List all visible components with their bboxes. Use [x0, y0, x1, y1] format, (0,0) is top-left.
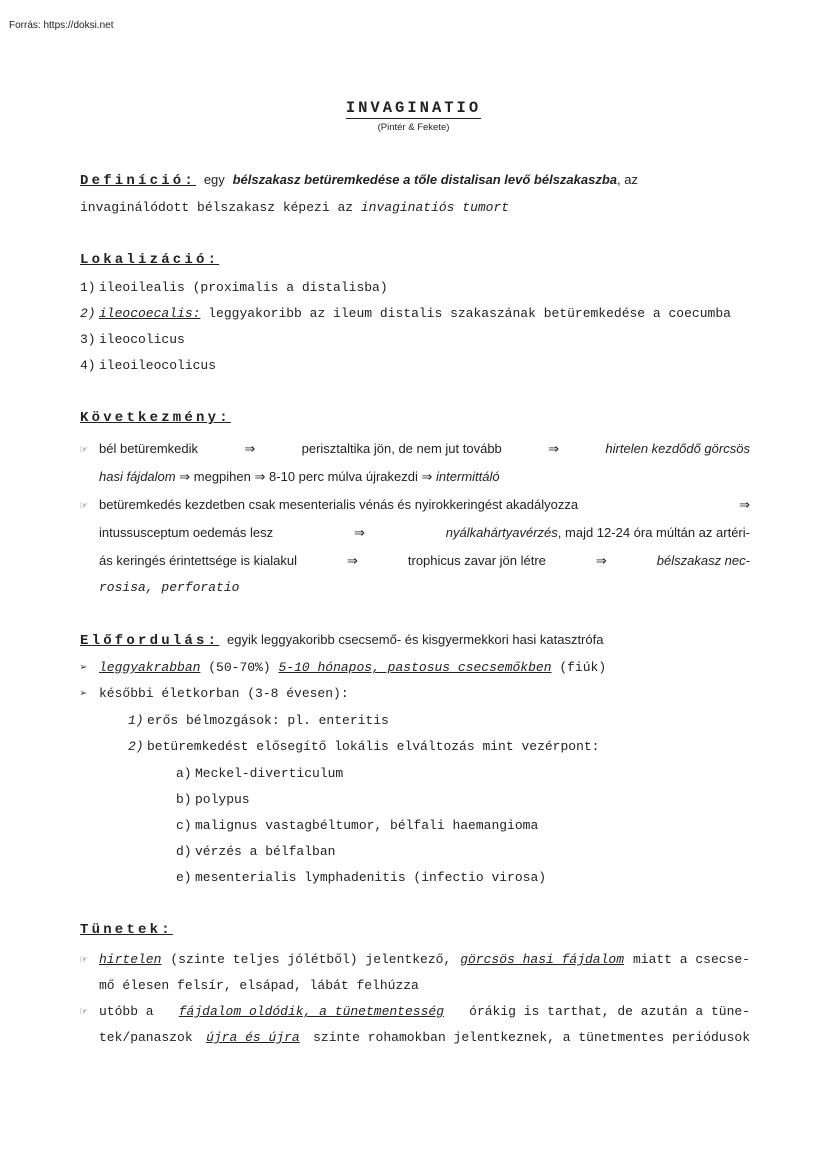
list-number: 1): [80, 280, 96, 295]
text: trophicus zavar jön létre: [407, 553, 546, 568]
title-block: [0, 99, 827, 133]
arrow-icon: ⇒: [179, 469, 191, 484]
text-italic: hirtelen kezdődő görcsös: [605, 441, 750, 456]
consequence-b2-line-4: [99, 580, 239, 595]
symptoms-b1-line-2: [99, 978, 419, 993]
text-italic: újra és újra: [206, 1030, 300, 1045]
text: intussusceptum oedemás lesz: [99, 525, 274, 540]
list-item: [176, 766, 343, 781]
arrow-icon: ⇒: [254, 469, 266, 484]
text-italic: rosisa, perforatio: [99, 580, 240, 595]
consequence-b2-line-3: [99, 553, 750, 569]
source-label: Forrás: https://doksi.net: [9, 20, 114, 31]
localization-heading-line: [80, 252, 219, 268]
text: , majd 12-24 óra múltán az artéri-: [557, 525, 750, 540]
list-item: [176, 844, 335, 859]
occurrence-sub-2: [128, 739, 599, 754]
arrow-icon: ⇒: [244, 441, 256, 456]
consequence-heading-line: [80, 410, 231, 426]
list-number: 3): [80, 332, 96, 347]
pointing-hand-icon: ☞: [80, 953, 88, 967]
text-italic: bélszakasz nec-: [656, 553, 750, 568]
text: (50-70%): [208, 660, 271, 675]
list-number: 1): [128, 713, 144, 728]
definition-pre: egy: [203, 172, 225, 187]
definition-heading: Definíció:: [80, 173, 197, 189]
text: megpihen: [193, 469, 251, 484]
text: polypus: [195, 792, 250, 807]
text: Meckel-diverticulum: [195, 766, 344, 781]
text-italic: nyálkahártyavérzés: [445, 525, 558, 540]
text: tek/panaszok: [99, 1030, 193, 1045]
list-number: c): [176, 818, 192, 833]
symptoms-heading-line: [80, 922, 173, 938]
text-italic: fájdalom oldódik, a tünetmentesség: [178, 1004, 444, 1019]
text: vérzés a bélfalban: [195, 844, 336, 859]
list-item: [176, 818, 538, 833]
list-item: [80, 280, 388, 295]
list-number: 4): [80, 358, 96, 373]
list-number: d): [176, 844, 192, 859]
text: mesenterialis lymphadenitis (infectio virosa): [195, 870, 547, 885]
authors: (Pintér & Fekete): [377, 122, 450, 133]
text: utóbb a: [99, 1004, 154, 1019]
list-number: 2): [128, 739, 144, 754]
list-item: [176, 870, 546, 885]
text-italic: hasi fájdalom: [99, 469, 176, 484]
consequence-b2-line-1: [99, 497, 750, 513]
occurrence-heading: Előfordulás:: [80, 633, 220, 649]
symptoms-b2-line-1: [99, 1004, 750, 1019]
occurrence-sub-1: [128, 713, 389, 728]
pointing-hand-icon: ☞: [80, 499, 88, 513]
text: erős bélmozgások: pl. enteritis: [147, 713, 389, 728]
arrowhead-bullet-icon: ➢: [80, 687, 88, 701]
text: órákig is tarthat, de azután a tüne-: [469, 1004, 750, 1019]
list-number: a): [176, 766, 192, 781]
consequence-b2-line-2: [99, 525, 750, 541]
definition-line2-text: invaginálódott bélszakasz képezi az: [80, 200, 354, 215]
list-item: [80, 306, 731, 321]
list-text: leggyakoribb az ileum distalis szakaszának betüremkedése a coecumba: [208, 306, 731, 321]
localization-heading: Lokalizáció:: [80, 252, 220, 268]
definition-line-2: [80, 200, 509, 215]
occurrence-text: egyik leggyakoribb csecsemő- és kisgyermekkori hasi katasztrófa: [227, 632, 604, 647]
text: betüremkedés kezdetben csak mesenterialis vénás és nyirokkeringést akadályozza: [99, 497, 579, 512]
symptoms-b2-line-2: [99, 1030, 750, 1045]
list-item: [80, 358, 216, 373]
list-text: ileocolicus: [99, 332, 185, 347]
text-italic: intermittáló: [436, 469, 500, 484]
text-italic: leggyakrabban: [99, 660, 201, 675]
text: szinte rohamokban jelentkeznek, a tünetmentes periódusok: [313, 1030, 750, 1045]
occurrence-item-1: [99, 660, 606, 675]
symptoms-b1-line-1: [99, 952, 750, 967]
list-item: [80, 332, 185, 347]
text: malignus vastagbéltumor, bélfali haemangioma: [195, 818, 539, 833]
list-text: ileoileocolicus: [99, 358, 217, 373]
document-title: INVAGINATIO: [345, 99, 482, 117]
arrow-icon: ⇒: [346, 553, 358, 568]
list-number: 2): [80, 306, 96, 321]
pointing-hand-icon: ☞: [80, 443, 88, 457]
occurrence-line: [80, 632, 603, 649]
definition-line2-italic: invaginatiós tumort: [360, 200, 510, 215]
list-number: e): [176, 870, 192, 885]
symptoms-heading: Tünetek:: [80, 922, 173, 938]
definition-post: , az: [617, 172, 638, 187]
text-italic: görcsös hasi fájdalom: [460, 952, 625, 967]
text: későbbi életkorban (3-8 évesen):: [99, 686, 349, 701]
arrowhead-bullet-icon: ➢: [80, 661, 88, 675]
text: bél betüremkedik: [99, 441, 198, 456]
text-italic: 5-10 hónapos, pastosus csecsemőkben: [278, 660, 552, 675]
definition-line-1: [80, 172, 750, 189]
arrow-icon: ⇒: [739, 497, 750, 512]
text: perisztaltika jön, de nem jut tovább: [301, 441, 502, 456]
text: betüremkedést elősegítő lokális elváltozás mint vezérpont:: [147, 739, 600, 754]
list-item: [176, 792, 250, 807]
text: (szinte teljes jólétből) jelentkező,: [170, 952, 452, 967]
list-item-name: ileocoecalis:: [99, 306, 201, 321]
occurrence-item-2: [99, 686, 349, 701]
list-text: ileoilealis (proximalis a distalisba): [99, 280, 388, 295]
arrow-icon: ⇒: [421, 469, 433, 484]
arrow-icon: ⇒: [354, 525, 365, 540]
consequence-b1-line-2: [99, 469, 500, 485]
text: 8-10 perc múlva újrakezdi: [269, 469, 418, 484]
text: ás keringés érintettsége is kialakul: [99, 553, 297, 568]
pointing-hand-icon: ☞: [80, 1005, 88, 1019]
arrow-icon: ⇒: [548, 441, 560, 456]
text: (fiúk): [559, 660, 607, 675]
arrow-icon: ⇒: [595, 553, 607, 568]
text: mő élesen felsír, elsápad, lábát felhúzza: [99, 978, 419, 993]
text-italic: hirtelen: [99, 952, 162, 967]
definition-bold: bélszakasz betüremkedése a tőle distalisan levő bélszakaszba: [232, 172, 618, 187]
text: miatt a csecse-: [632, 952, 750, 967]
consequence-heading: Következmény:: [80, 410, 231, 426]
list-number: b): [176, 792, 192, 807]
consequence-b1-line-1: [99, 441, 750, 457]
